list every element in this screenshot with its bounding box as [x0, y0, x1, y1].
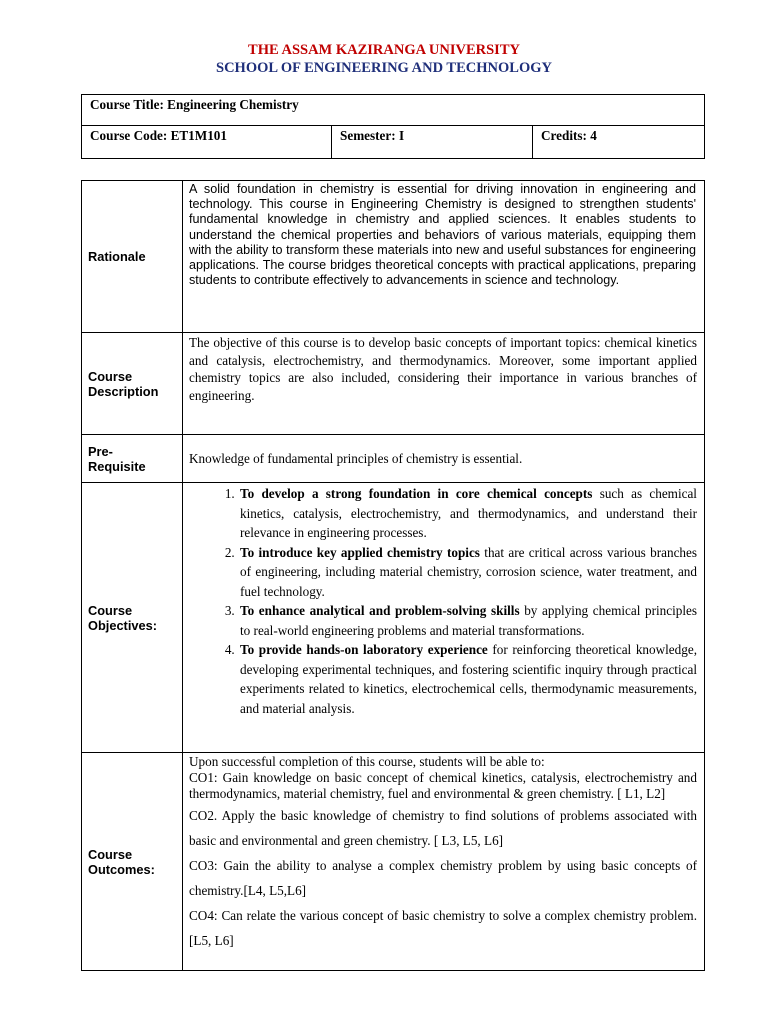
school-title: SCHOOL OF ENGINEERING AND TECHNOLOGY: [216, 60, 552, 76]
outcome-co2: CO2. Apply the basic knowledge of chemistry to find solutions of problems associated with basic and environmental and green chemistry. [ L3, L5, L6]: [189, 807, 697, 848]
outcomes-label: [82, 753, 183, 971]
objective-4-heading: To provide hands-on laboratory experience: [240, 642, 488, 657]
objective-item-2: [238, 543, 697, 602]
university-title: THE ASSAM KAZIRANGA UNIVERSITY: [248, 42, 520, 58]
objectives-list: [183, 484, 704, 718]
objectives-label: [82, 483, 183, 753]
rationale-row: [82, 181, 705, 333]
credits: Credits: 4: [533, 126, 705, 159]
objective-3-heading: To enhance analytical and problem-solving skills: [240, 603, 520, 618]
description-label-line2: Description: [88, 383, 159, 399]
outcome-co1: CO1: Gain knowledge on basic concept of chemical kinetics, catalysis, electrochemistry and thermodynamics, material chemistry, fuel and environmental & green chemistry. [ L1, L2]: [189, 770, 697, 802]
objective-item-1: [238, 484, 697, 543]
description-label: [82, 333, 183, 435]
outcome-co3: CO3: Gain the ability to analyse a complex chemistry problem by using basic concepts of chemistry.[L4, L5,L6]: [189, 857, 697, 898]
objective-item-4: [238, 640, 697, 718]
outcomes-label-line1: Course: [88, 846, 133, 862]
course-details-table: [81, 180, 705, 971]
objective-item-3: [238, 601, 697, 640]
objective-2-text: that are critical across various branches of engineering, including material chemistry, corrosion science, water treatment, and fuel technology.: [240, 544, 698, 599]
prerequisite-row: [82, 435, 705, 483]
course-code: Course Code: ET1M101: [82, 126, 332, 159]
objective-1-text: such as chemical kinetics, catalysis, electrochemistry, and thermodynamics, and understand their relevance in engineering processes.: [240, 486, 697, 540]
outcomes-intro: Upon successful completion of this course, students will be able to:: [189, 754, 545, 769]
outcome-co4: CO4: Can relate the various concept of basic chemistry to solve a complex chemistry problem. [L5, L6]: [189, 907, 697, 948]
outcomes-row: [82, 753, 705, 971]
rationale-label: Rationale: [82, 181, 183, 333]
rationale-text: A solid foundation in chemistry is essential for driving innovation in engineering and technology. This course in Engineering Chemistry is designed to strengthen students' fundamental knowledge in chemistry and applied sciences. It enables students to understand the chemical properties and behaviors of various materials, equipping them with the ability to transform these materials into new and useful substances for engineering applications. The course bridges theoretical concepts with practical applications, preparing students to contribute effectively to advancements in science and technology.: [183, 181, 705, 333]
objective-2-heading: To introduce key applied chemistry topics: [240, 544, 480, 560]
objectives-row: [82, 483, 705, 753]
objectives-label-line2: Objectives:: [88, 617, 157, 633]
objective-1-heading: To develop a strong foundation in core chemical concepts: [240, 486, 593, 501]
prerequisite-label: [82, 435, 183, 483]
objective-4-text: for reinforcing theoretical knowledge, developing experimental techniques, and fostering scientific inquiry through practical experiments related to kinetics, electrochemical cells, thermodynamic measurements, and material analysis.: [240, 642, 697, 716]
objectives-cell: [183, 483, 705, 753]
prerequisite-label-line2: Requisite: [88, 458, 146, 474]
objectives-label-line1: Course: [88, 602, 133, 618]
outcomes-label-line2: Outcomes:: [88, 861, 155, 877]
course-info-table: [81, 94, 705, 159]
prerequisite-label-line1: Pre-: [88, 443, 113, 459]
prerequisite-text: Knowledge of fundamental principles of chemistry is essential.: [183, 435, 705, 483]
course-title: Course Title: Engineering Chemistry: [82, 95, 705, 126]
outcomes-cell: [183, 753, 705, 971]
description-text: The objective of this course is to develop basic concepts of important topics: chemical kinetics and catalysis, electrochemistry, and thermodynamics. Moreover, some important applied chemistry topics are also included, considering their importance in various branches of engineering.: [183, 333, 705, 435]
description-row: [82, 333, 705, 435]
description-label-line1: Course: [88, 368, 133, 384]
objective-3-text: by applying chemical principles to real-world engineering problems and material transformations.: [240, 603, 697, 638]
semester: Semester: I: [332, 126, 533, 159]
